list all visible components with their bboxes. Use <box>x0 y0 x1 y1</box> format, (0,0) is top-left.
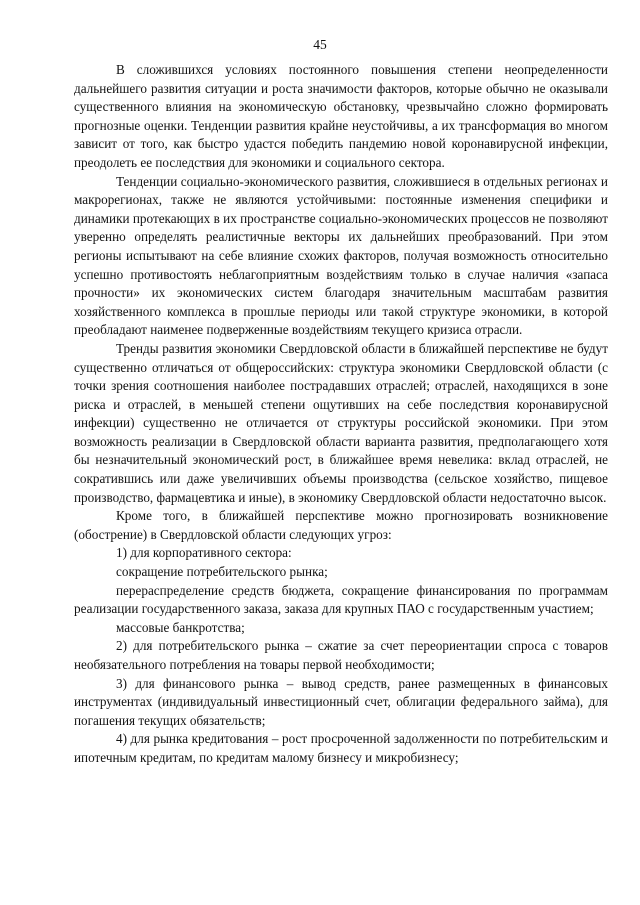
list-item-corporate-sector: 1) для корпоративного сектора: <box>116 545 292 561</box>
list-item-consumer-market-reduction: сокращение потребительского рынка; <box>116 564 328 580</box>
list-item-consumer-market: 2) для потребительского рынка – сжатие за счет переориентации спроса с товаров необязательного потребления на товары первой необходимости; <box>74 638 608 672</box>
paragraph-sverdlovsk-trends: Тренды развития экономики Свердловской области в ближайшей перспективе не будут существенно отличаться от общероссийских: структура экономики Свердловской области (с точки зрения соотношения наиболее пострадавших отраслей; отраслей, находящихся в зоне риска и отраслей, в меньшей степени ощутивших на себе последствия коронавирусной инфекции) существенно не отличается от структуры российской экономики. При этом возможность реализации в Свердловской области варианта развития, предполагающего хотя бы незначительный экономический рост, в ближайшее время невелика: вклад отраслей, не сократившись или даже увеличивших объемы производства (сельское хозяйство, пищевое производство, фармацевтика и иные), в экономику Свердловской области недостаточно высок. <box>74 340 608 505</box>
paragraph-uncertainty: В сложившихся условиях постоянного повышения степени неопределенности дальнейшего развития ситуации и роста значимости факторов, которые обычно не оказывали существенного влияния на экономическую обстановку, чрезвычайно сложно формировать прогнозные оценки. Тенденции развития крайне неустойчивы, а их трансформация во многом зависит от того, как быстро удастся победить пандемию новой коронавирусной инфекции, преодолеть ее последствия для экономики и социального сектора. <box>74 62 608 170</box>
list-item-bankruptcies: массовые банкротства; <box>116 619 245 635</box>
page-number: 45 <box>313 37 327 52</box>
list-item-budget-redistribution: перераспределение средств бюджета, сокращение финансирования по программам реализации государственного заказа, заказа для крупных ПАО с государственным участием; <box>74 582 608 617</box>
document-body <box>74 61 608 768</box>
list-item-credit-market: 4) для рынка кредитования – рост просроченной задолженности по потребительским и ипотечным кредитам, по кредитам малому бизнесу и микробизнесу; <box>74 731 608 765</box>
paragraph-regional-trends: Тенденции социально-экономического развития, сложившиеся в отдельных регионах и макрорегионах, также не являются устойчивыми: постоянные изменения специфики и динамики протекающих в их пространстве социально-экономических процессов не позволяют уверенно определять реалистичные векторы их дальнейших преобразований. При этом регионы испытывают на себе влияние схожих факторов, получая возможность относительно успешно противостоять неблагоприятным воздействиям только в случае наличия «запаса прочности» их экономических систем благодаря значительным масштабам развития хозяйственного комплекса в прошлые периоды или такой структуре экономики, в которой преобладают наименее подверженные воздействиям текущего кризиса отрасли. <box>74 173 608 338</box>
list-item-financial-market: 3) для финансового рынка – вывод средств, ранее размещенных в финансовых инструментах (индивидуальный инвестиционный счет, облигации федерального займа), для погашения текущих обязательств; <box>74 675 608 728</box>
paragraph-threats-intro: Кроме того, в ближайшей перспективе можно прогнозировать возникновение (обострение) в Свердловской области следующих угроз: <box>74 508 608 542</box>
